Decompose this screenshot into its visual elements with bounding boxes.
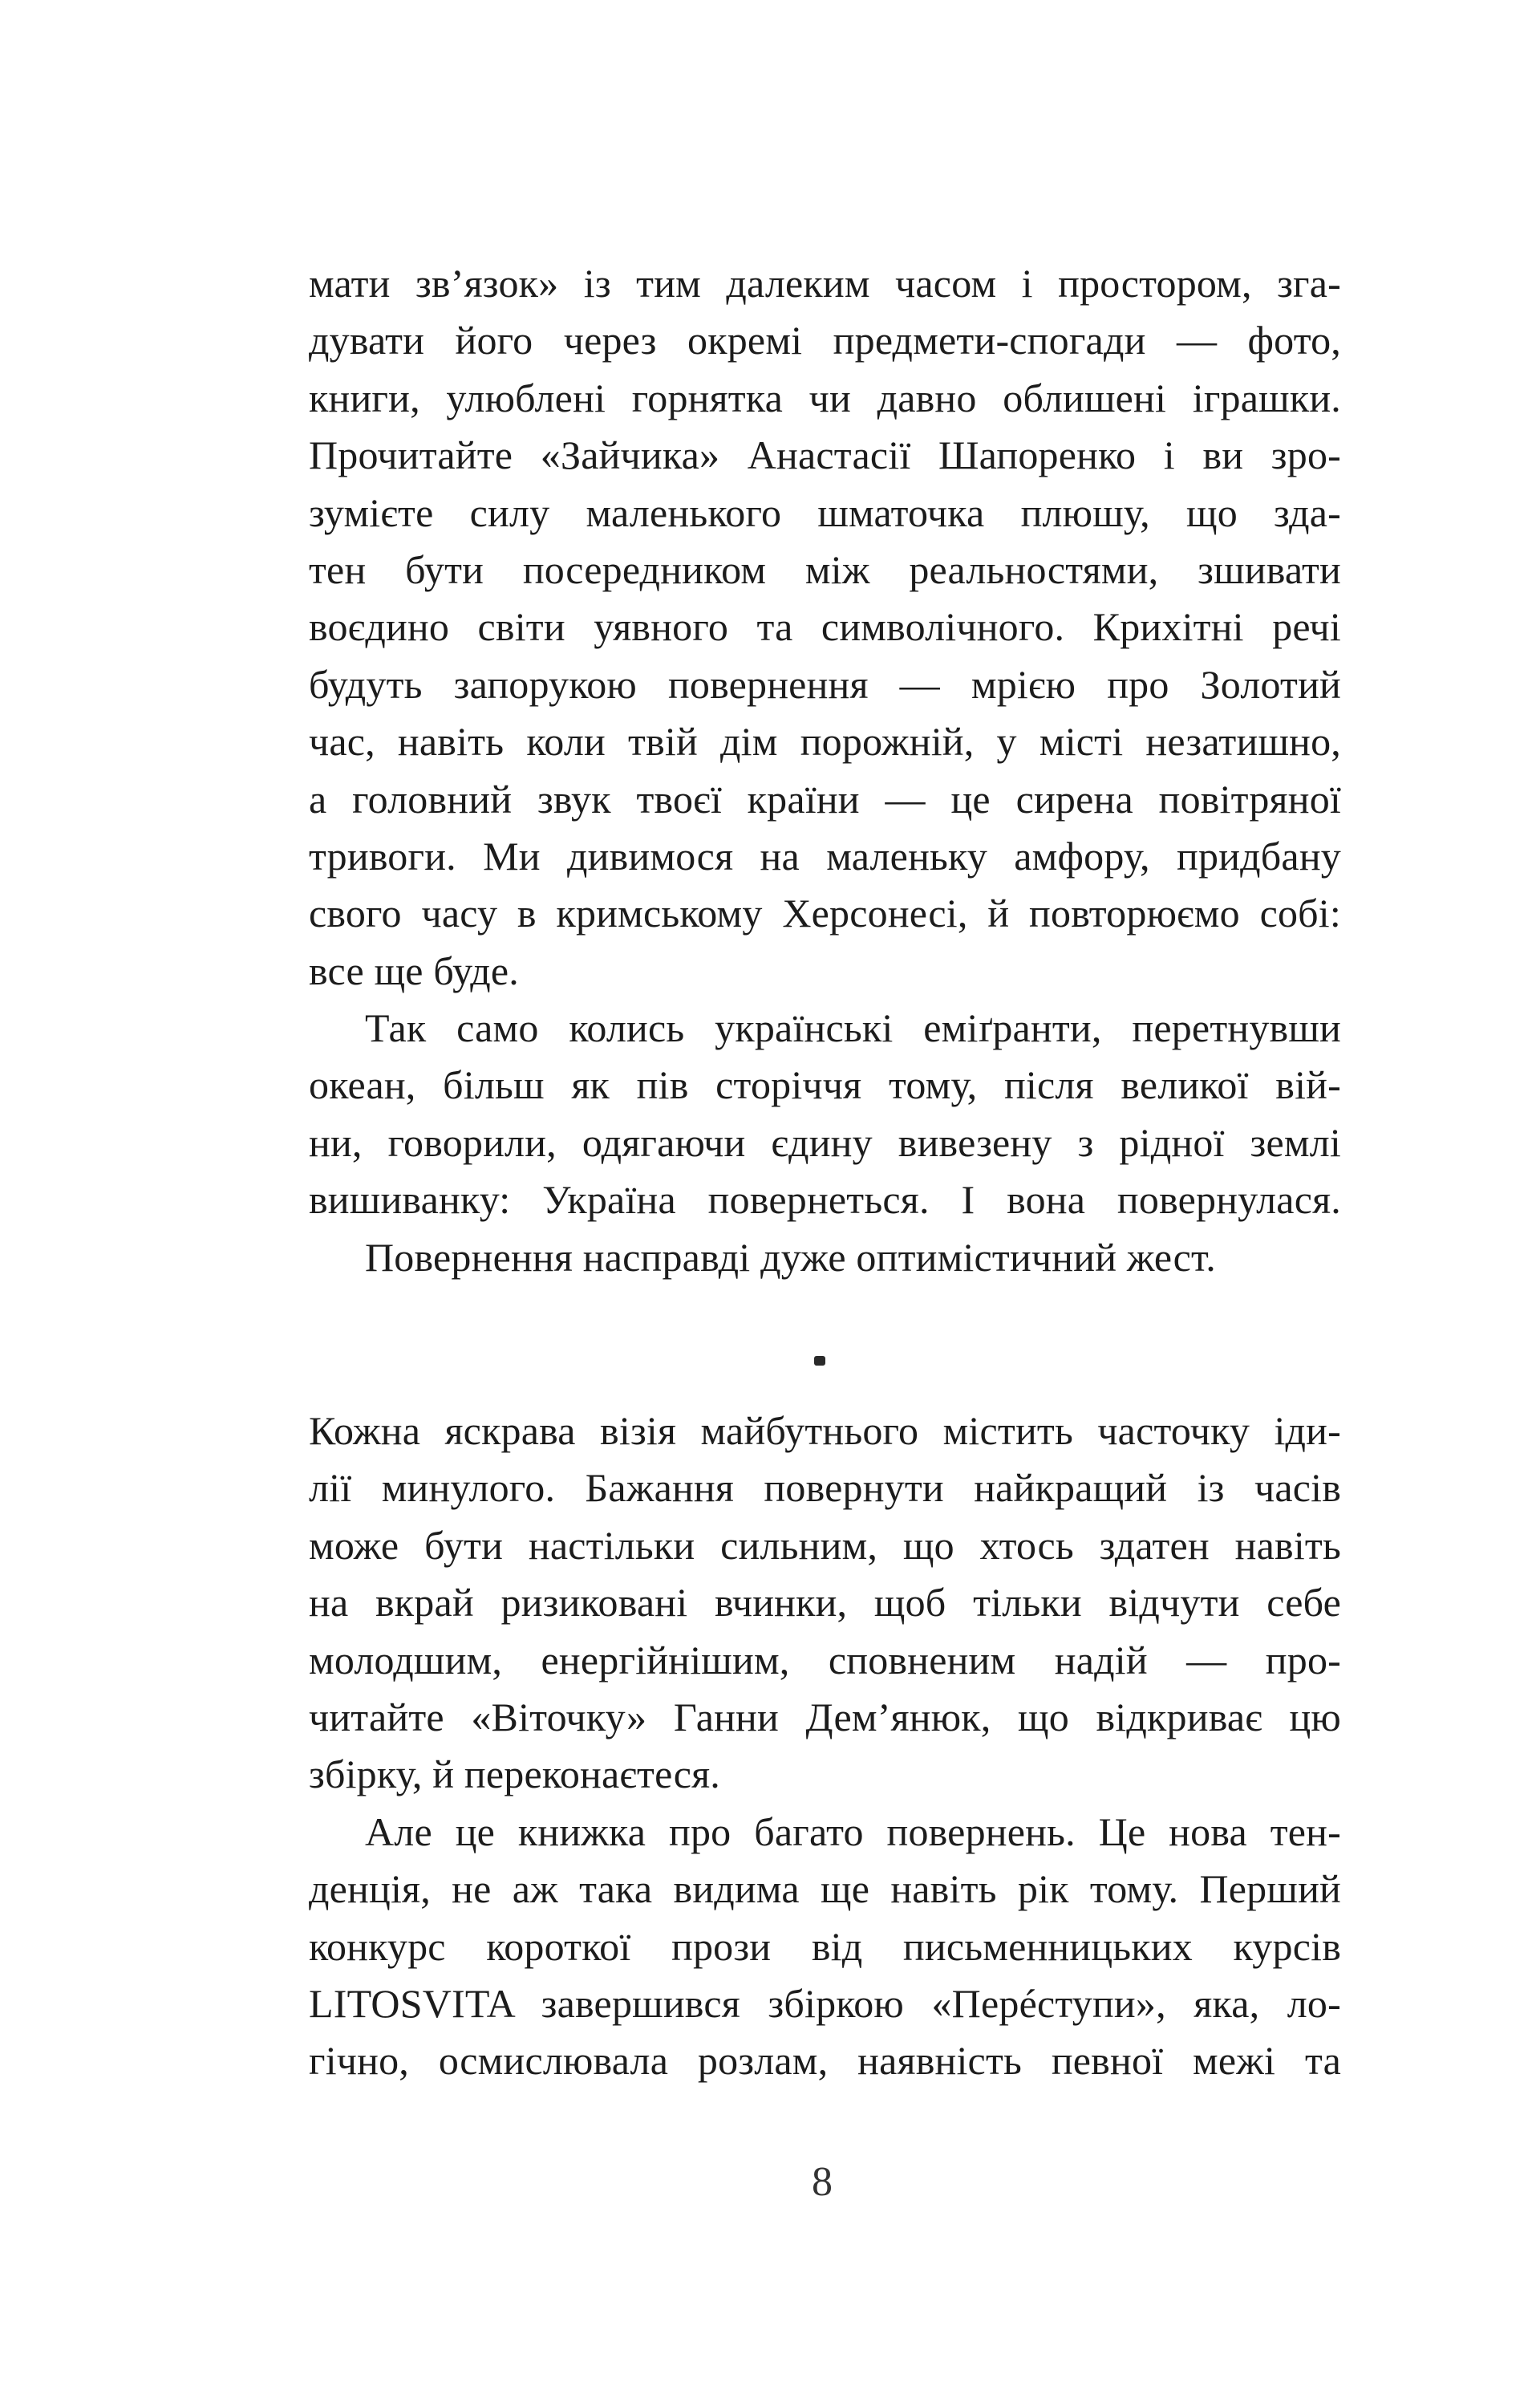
text-line: Кожна яскрава візія майбутнього містить часточку іди- <box>309 1408 1341 1453</box>
text-line: будуть запорукою повернення — мрією про Золотий <box>309 661 1341 707</box>
text-line: на вкрай ризиковані вчинки, щоб тільки відчути себе <box>309 1580 1341 1626</box>
text-line: мати зв’язок» із тим далеким часом і простором, зга- <box>309 261 1341 306</box>
text-line: все ще буде. <box>309 948 519 993</box>
paragraph <box>309 1804 1341 2090</box>
text-line: тен бути посередником між реальностями, зшивати <box>309 546 1341 592</box>
paragraph <box>309 1229 1341 1286</box>
text-line: Так само колись українські еміґранти, перетнувши <box>365 1005 1341 1051</box>
paragraph <box>309 255 1341 1000</box>
text-line: воєдино світи уявного та символічного. Крихітні речі <box>309 604 1341 650</box>
text-line: читайте «Віточку» Ганни Дем’янюк, що відкриває цю <box>309 1694 1341 1739</box>
text-line: лії минулого. Бажання повернути найкращий із часів <box>309 1465 1341 1511</box>
text-line: Але це книжка про багато повернень. Це нова тен- <box>365 1808 1341 1854</box>
text-line: LITOSVITA завершився збіркою «Перéступи», яка, ло- <box>309 1980 1341 2026</box>
text-line: денція, не аж така видима ще навіть рік тому. Перший <box>309 1866 1341 1912</box>
page-number: 8 <box>812 2159 833 2205</box>
text-line: а головний звук твоєї країни — це сирена повітряної <box>309 776 1341 822</box>
text-line: океан, більш як пів сторіччя тому, після великої вій- <box>309 1062 1341 1108</box>
text-line: свого часу в кримському Херсонесі, й повторюємо собі: <box>309 891 1341 936</box>
text-line: може бути настільки сильним, що хтось здатен навіть <box>309 1522 1341 1568</box>
paragraph <box>309 1402 1341 1804</box>
text-line: зумієте силу маленького шматочка плюшу, що зда- <box>309 489 1341 535</box>
text-section-1 <box>309 255 1341 1286</box>
text-line: молодшим, енергійнішим, сповненим надій — про- <box>309 1637 1341 1683</box>
text-line: тривоги. Ми дивимося на маленьку амфору, придбану <box>309 833 1341 879</box>
paragraph <box>309 1000 1341 1229</box>
text-line: час, навіть коли твій дім порожній, у місті незатишно, <box>309 719 1341 765</box>
text-line: збірку, й переконаєтеся. <box>309 1752 721 1797</box>
text-line: гічно, осмислювала розлам, наявність певної межі та <box>309 2038 1341 2084</box>
text-line: конкурс короткої прози від письменницьких курсів <box>309 1923 1341 1969</box>
text-line: Прочитайте «Зайчика» Анастасії Шапоренко і ви зро- <box>309 432 1341 478</box>
text-section-2 <box>309 1402 1341 2090</box>
text-line: книги, улюблені горнятка чи давно облишені іграшки. <box>309 375 1341 420</box>
text-line: ни, говорили, одягаючи єдину вивезену з рідної землі <box>309 1119 1341 1165</box>
text-line: дувати його через окремі предмети-спогади — фото, <box>309 318 1341 363</box>
text-line: вишиванку: Україна повернеться. І вона повернулася. <box>309 1177 1341 1223</box>
text-line: Повернення насправді дуже оптимістичний жест. <box>365 1234 1216 1280</box>
section-separator-dot <box>814 1356 825 1366</box>
